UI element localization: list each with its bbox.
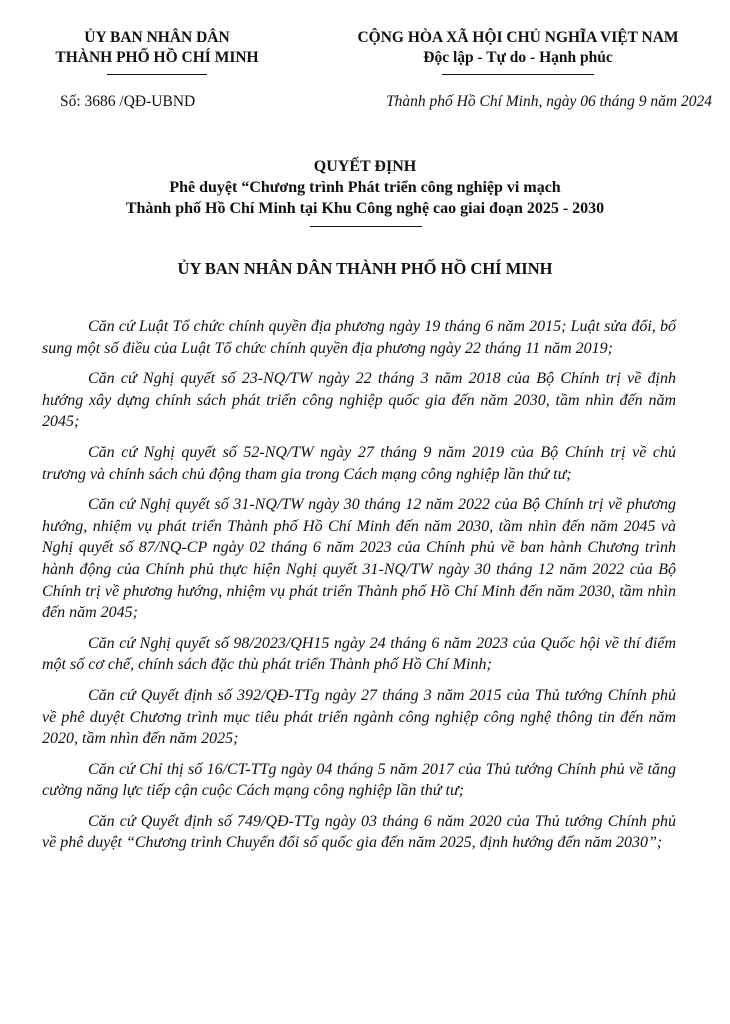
national-motto: Độc lập - Tự do - Hạnh phúc [423, 49, 613, 66]
document-kind: QUYẾT ĐỊNH [313, 158, 417, 175]
issuing-agency [22, 28, 292, 68]
paragraph: Căn cứ Nghị quyết số 23-NQ/TW ngày 22 tháng 3 năm 2018 của Bộ Chính trị về định hướng xây dựng chính sách phát triển công nghiệp quốc gia đến năm 2030, tầm nhìn đến năm 2045; [42, 370, 676, 431]
paragraph: Căn cứ Quyết định số 749/QĐ-TTg ngày 03 tháng 6 năm 2020 của Thủ tướng Chính phủ về phê duyệt “Chương trình Chuyển đổi số quốc gia đến năm 2025, định hướng đến năm 2030”; [42, 812, 676, 852]
paragraph: Căn cứ Chỉ thị số 16/CT-TTg ngày 04 tháng 5 năm 2017 của Thủ tướng Chính phủ về tăng cường năng lực tiếp cận cuộc Cách mạng công nghiệp lần thứ tư; [42, 760, 676, 800]
title-line-2: Thành phố Hồ Chí Minh tại Khu Công nghệ cao giai đoạn 2025 - 2030 [125, 200, 605, 217]
national-heading [318, 28, 718, 68]
paragraph: Căn cứ Luật Tổ chức chính quyền địa phương ngày 19 tháng 6 năm 2015; Luật sửa đổi, bổ sung một số điều của Luật Tổ chức chính quyền địa phương ngày 22 tháng 11 năm 2019; [42, 318, 676, 357]
nation-name: CỘNG HÒA XÃ HỘI CHỦ NGHĨA VIỆT NAM [357, 29, 679, 46]
agency-line-1: ỦY BAN NHÂN DÂN [84, 29, 230, 46]
title-underline [310, 226, 422, 227]
agency-line-2: THÀNH PHỐ HỒ CHÍ MINH [55, 49, 259, 66]
document-number: Số: 3686 /QĐ-UBND [60, 93, 196, 110]
agency-underline [107, 74, 207, 75]
issuing-authority: ỦY BAN NHÂN DÂN THÀNH PHỐ HỒ CHÍ MINH [177, 259, 553, 278]
paragraph: Căn cứ Quyết định số 392/QĐ-TTg ngày 27 tháng 3 năm 2015 của Thủ tướng Chính phủ về phê duyệt Chương trình mục tiêu phát triển ngành công nghiệp công nghệ thông tin đến năm 2020, tầm nhìn đến năm 2025; [42, 686, 676, 748]
paragraph: Căn cứ Nghị quyết số 98/2023/QH15 ngày 24 tháng 6 năm 2023 của Quốc hội về thí điểm một số cơ chế, chính sách đặc thù phát triển Thành phố Hồ Chí Minh; [42, 634, 676, 674]
legal-basis-section [42, 316, 676, 863]
document-date: Thành phố Hồ Chí Minh, ngày 06 tháng 9 năm 2024 [386, 93, 712, 110]
document-title [30, 156, 700, 219]
title-line-1: Phê duyệt “Chương trình Phát triển công nghiệp vi mạch [169, 179, 561, 196]
paragraph: Căn cứ Nghị quyết số 31-NQ/TW ngày 30 tháng 12 năm 2022 của Bộ Chính trị về phương hướng, nhiệm vụ phát triển Thành phố Hồ Chí Minh đến năm 2030, tầm nhìn đến năm 2045 và Nghị quyết số 87/NQ-CP ngày 02 tháng 6 năm 2023 của Chính phủ về ban hành Chương trình hành động của Chính phủ thực hiện Nghị quyết 31-NQ/TW ngày 30 tháng 12 năm 2022 của Bộ Chính trị về phương hướng, nhiệm vụ phát triển Thành phố Hồ Chí Minh đến năm 2030, tầm nhìn đến năm 2045; [42, 496, 676, 622]
paragraph: Căn cứ Nghị quyết số 52-NQ/TW ngày 27 tháng 9 năm 2019 của Bộ Chính trị về chủ trương và chính sách chủ động tham gia trong Cách mạng công nghiệp lần thứ tư; [42, 443, 676, 483]
motto-underline [442, 74, 594, 75]
